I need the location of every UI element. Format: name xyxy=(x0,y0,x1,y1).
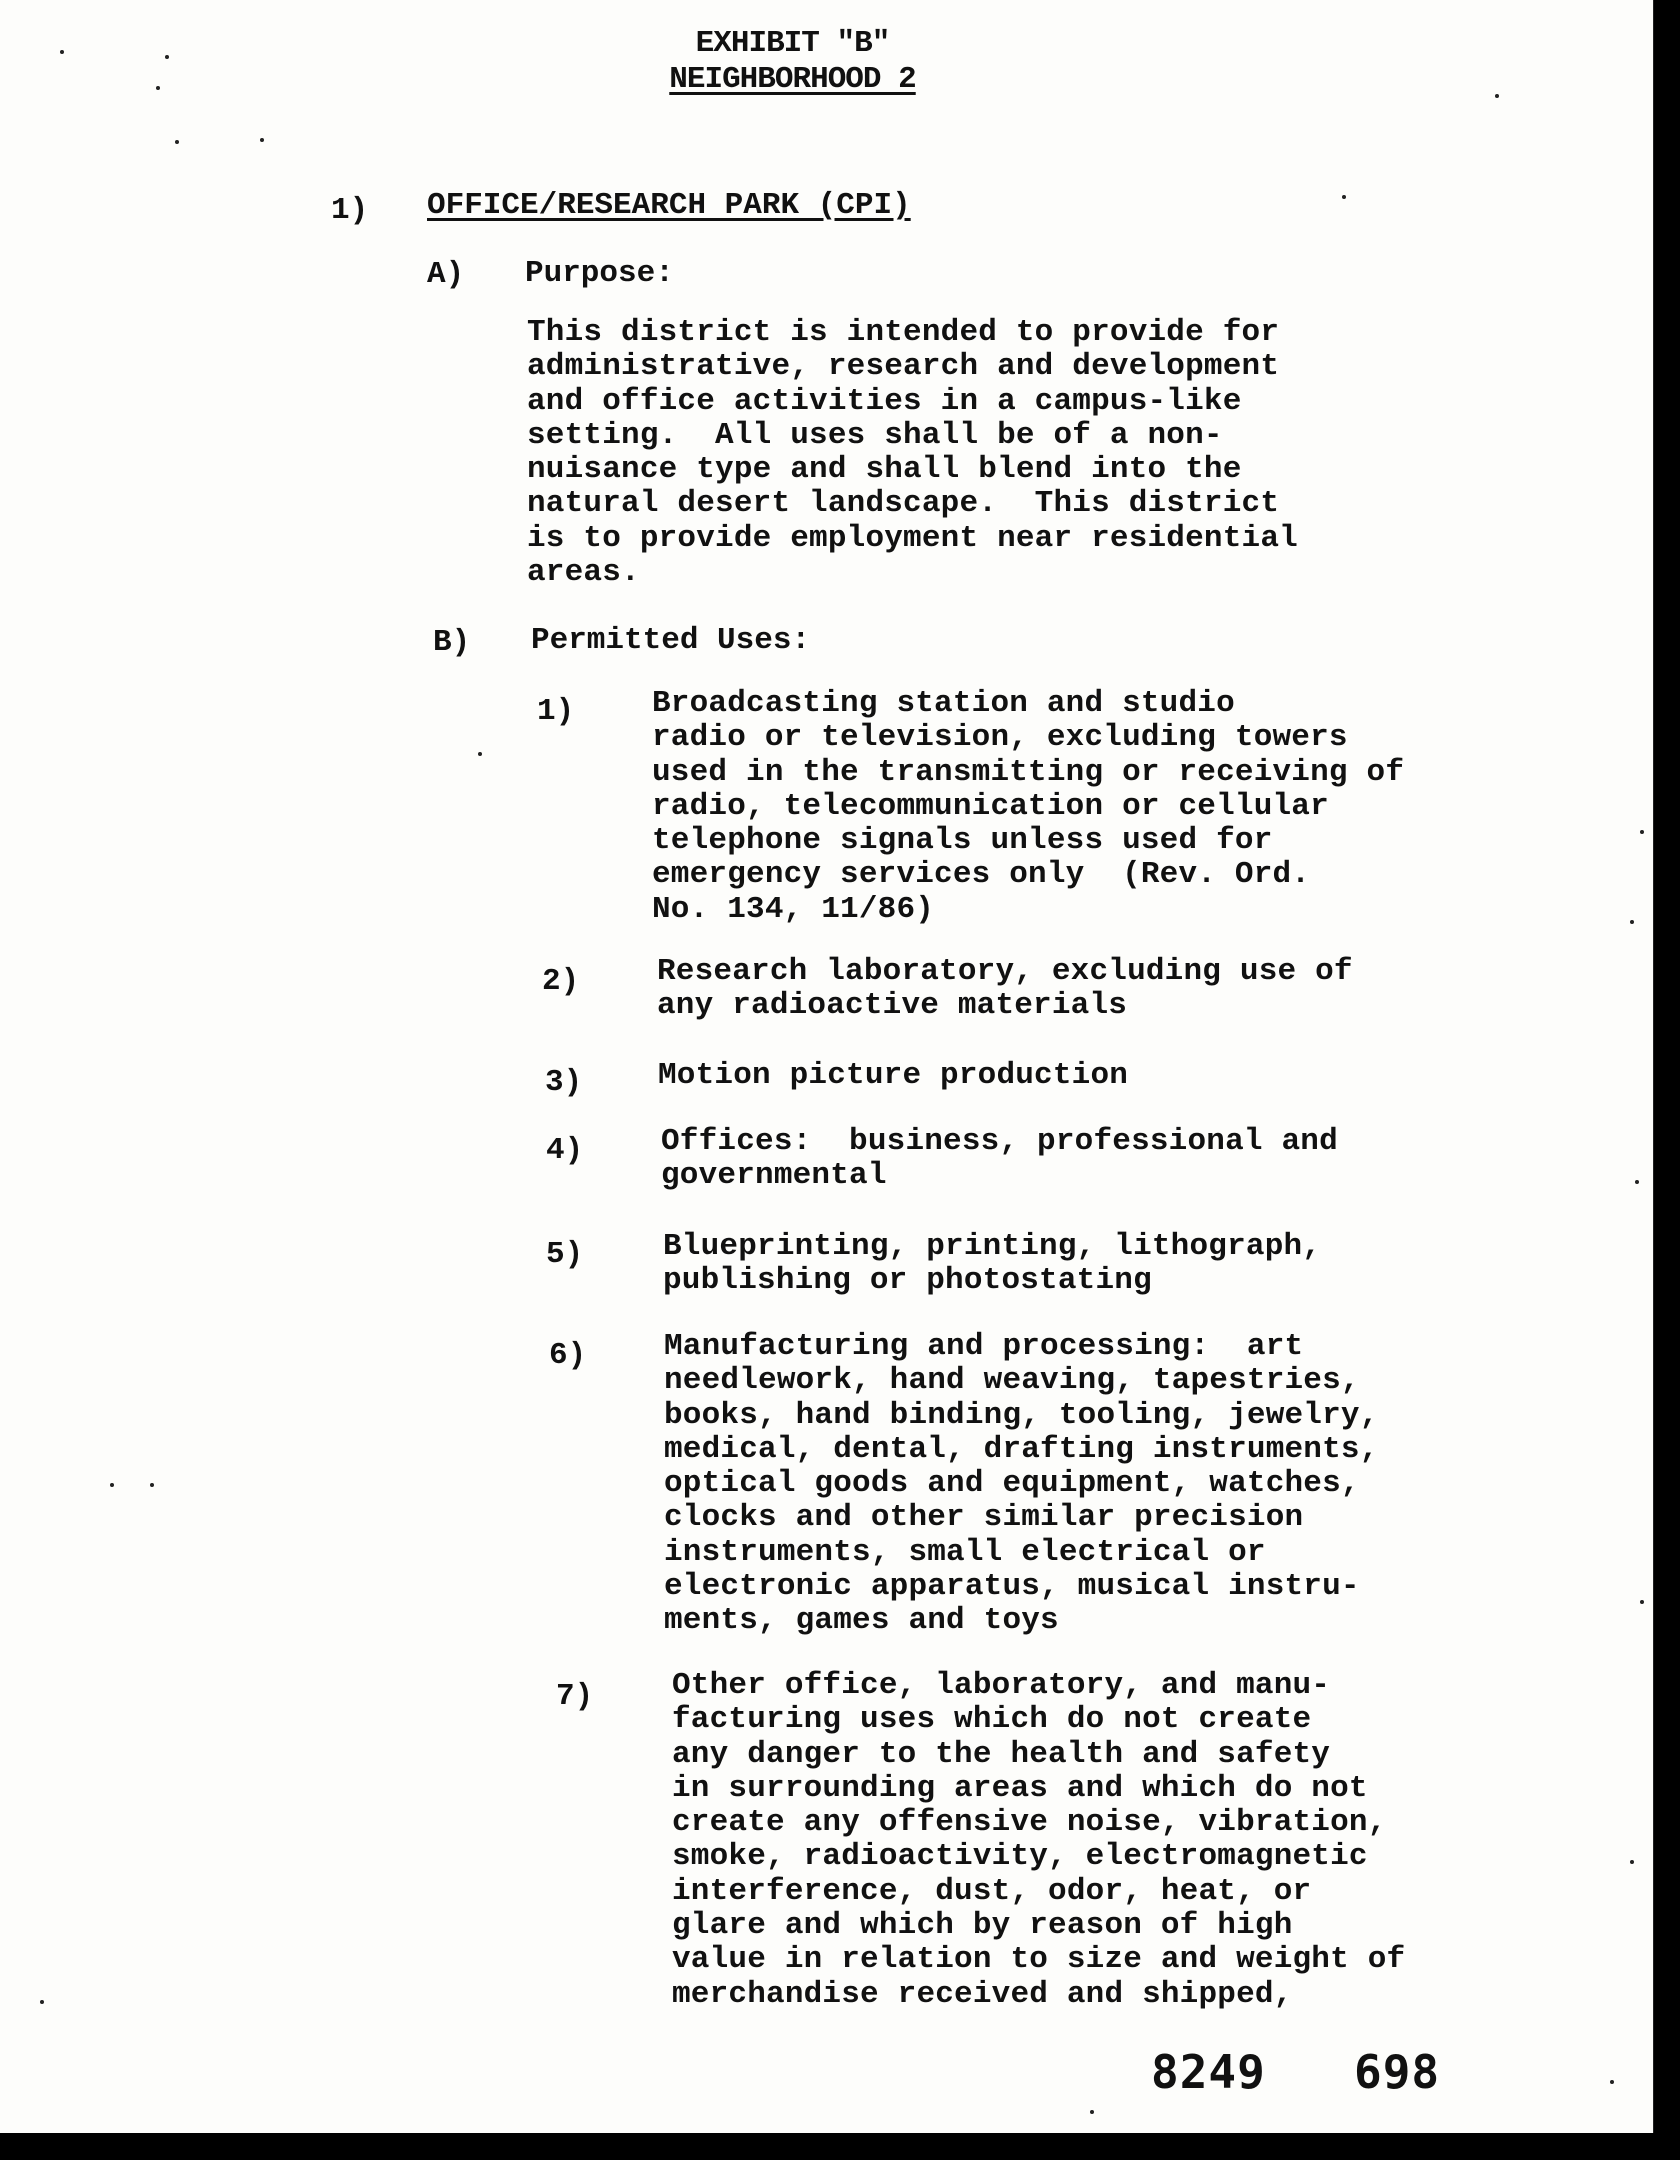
permitted-letter: B) xyxy=(433,625,471,660)
section-number: 1) xyxy=(331,193,369,228)
scan-speck xyxy=(156,86,160,90)
list-item-text: Broadcasting station and studio radio or television, excluding towers used in the transmitting or receiving of radio, telecommunication or cellular telephone signals unless used for emergency services only (Rev. Ord. No. 134, 11/86) xyxy=(652,686,1405,927)
list-item-number: 3) xyxy=(545,1065,583,1100)
scan-speck xyxy=(60,50,64,54)
neighborhood-title xyxy=(0,62,1585,97)
list-item-number: 7) xyxy=(556,1679,594,1714)
purpose-letter: A) xyxy=(427,257,465,292)
list-item-text: Research laboratory, excluding use of any radioactive materials xyxy=(657,954,1353,1024)
scan-speck xyxy=(478,752,482,756)
scan-speck xyxy=(40,2000,44,2004)
permitted-heading: Permitted Uses: xyxy=(531,623,811,658)
list-item-number: 5) xyxy=(546,1237,584,1272)
scan-speck xyxy=(1635,1180,1639,1184)
scan-speck xyxy=(1640,830,1644,834)
scan-speck xyxy=(1610,2080,1614,2084)
scan-speck xyxy=(1640,1600,1644,1604)
page-number-right: 698 xyxy=(1354,2045,1441,2099)
section-title: OFFICE/RESEARCH PARK (CPI) xyxy=(427,188,911,223)
list-item-text: Offices: business, professional and governmental xyxy=(661,1124,1338,1194)
scan-speck xyxy=(165,55,169,59)
scan-speck xyxy=(1630,920,1634,924)
list-item-number: 2) xyxy=(542,964,580,999)
scan-speck xyxy=(150,1483,154,1487)
scan-speck xyxy=(175,140,179,144)
list-item-number: 6) xyxy=(549,1338,587,1373)
purpose-text: This district is intended to provide for administrative, research and development and office activities in a campus-like setting. All uses shall be of a non- nuisance type and shall blend into the natural desert landscape. This district is to provide employment near residential areas. xyxy=(527,315,1298,591)
list-item-text: Blueprinting, printing, lithograph, publishing or photostating xyxy=(663,1229,1322,1299)
list-item-text: Other office, laboratory, and manu- facturing uses which do not create any danger to the health and safety in surrounding areas and which do not create any offensive noise, vibration, smoke, radioactivity, electromagnetic interference, dust, odor, heat, or glare and which by reason of high value in relation to size and weight of merchandise received and shipped, xyxy=(672,1668,1406,2012)
neighborhood-title-text: NEIGHBORHOOD 2 xyxy=(669,62,916,97)
list-item-number: 1) xyxy=(537,694,575,729)
list-item-text: Manufacturing and processing: art needlework, hand weaving, tapestries, books, hand binding, tooling, jewelry, medical, dental, drafting instruments, optical goods and equipment, watches, clocks and other similar precision instruments, small electrical or electronic apparatus, musical instru- ments, games and toys xyxy=(664,1329,1379,1639)
list-item-number: 4) xyxy=(546,1133,584,1168)
exhibit-title: EXHIBIT "B" xyxy=(695,26,890,61)
scan-speck xyxy=(1342,195,1346,199)
scan-speck xyxy=(110,1483,114,1487)
scan-speck xyxy=(1630,1860,1634,1864)
list-item-text: Motion picture production xyxy=(658,1058,1129,1093)
scan-speck xyxy=(1090,2110,1094,2114)
scan-speck xyxy=(260,138,264,142)
page-number-left: 8249 xyxy=(1151,2045,1266,2099)
purpose-heading: Purpose: xyxy=(525,256,674,291)
scan-speck xyxy=(1495,94,1499,98)
